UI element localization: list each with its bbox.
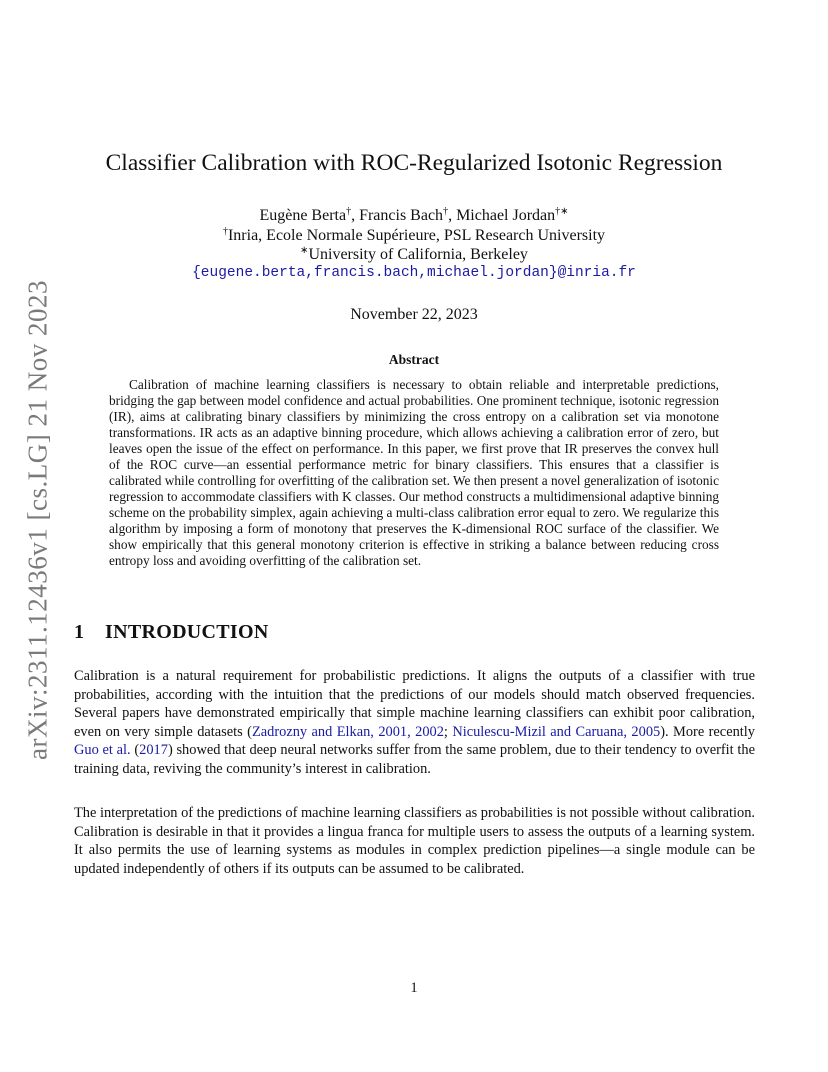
- author-separator: ,: [448, 207, 457, 224]
- paragraph-text: ). More recently: [660, 723, 755, 740]
- page-number: 1: [410, 980, 418, 996]
- intro-paragraph-1: [74, 667, 755, 779]
- paragraph-text: (: [130, 742, 140, 759]
- author-bach: Francis Bach: [359, 207, 444, 224]
- paper-title: Classifier Calibration with ROC-Regularized Isotonic Regression: [105, 150, 723, 176]
- citation-link[interactable]: Niculescu-Mizil and Caruana, 2005: [452, 723, 661, 740]
- author-mark: †: [346, 206, 352, 217]
- citation-link[interactable]: Zadrozny and Elkan, 2001, 2002: [251, 723, 444, 740]
- section-title: INTRODUCTION: [105, 621, 269, 643]
- section-heading: [74, 621, 269, 644]
- affiliation-mark: ∗: [300, 245, 309, 256]
- author-mark: †: [443, 206, 449, 217]
- abstract-text: Calibration of machine learning classifiers is necessary to obtain reliable and interpretable predictions, bridging the gap between model confidence and actual probabilities. One prominent technique, isotonic regression (IR), aims at calibrating binary classifiers by minimizing the cross entropy on a calibration set via monotone transformations. IR acts as an adaptive binning procedure, which allows achieving a calibration error of zero, but leaves open the issue of the effect on performance. In this paper, we first prove that IR preserves the convex hull of the ROC curve—an essential performance metric for binary classifiers. This ensures that a classifier is calibrated while controlling for overfitting of the calibration set. We then present a novel generalization of isotonic regression to accommodate classifiers with K classes. Our method constructs a multidimensional adaptive binning scheme on the probability simplex, again achieving a multi-class calibration error equal to zero. We regularize this algorithm by imposing a form of monotony that preserves the K-dimensional ROC surface of the classifier. We show empirically that this general monotony criterion is effective in striking a balance between reducing cross entropy loss and avoiding overfitting of the calibration set.: [109, 377, 719, 568]
- affiliation-inria: [0, 227, 828, 245]
- author-separator: ,: [351, 207, 360, 224]
- affiliation-mark: †: [222, 226, 228, 237]
- affiliation-berkeley: [0, 246, 828, 264]
- abstract-heading: Abstract: [388, 352, 440, 367]
- citation-link[interactable]: 2017: [139, 742, 168, 759]
- author-jordan: Michael Jordan: [456, 207, 556, 224]
- author-mark: †∗: [555, 206, 569, 217]
- author-line: [0, 207, 828, 225]
- intro-paragraph-2: The interpretation of the predictions of machine learning classifiers as probabilities is not possible without calibration. Calibration is desirable in that it provides a lingua franca for multiple users to assess the outputs of a learning system. It also permits the use of learning systems as modules in complex prediction pipelines—a single module can be updated independently of others if its outputs can be assumed to be calibrated.: [74, 805, 755, 877]
- paper-date: November 22, 2023: [350, 306, 478, 323]
- paragraph-text: Calibration is a natural requirement for probabilistic predictions. It aligns the outputs of a classifier with true probabilities, according with the intuition that the predictions of our models should match observed frequencies. Several papers have demonstrated empirically that simple machine learning classifiers can exhibit poor calibration, even on very simple datasets (: [74, 668, 755, 740]
- paragraph-text: ) showed that deep neural networks suffer from the same problem, due to their tendency to overfit the training data, reviving the community’s interest in calibration.: [74, 742, 755, 777]
- section-number: 1: [74, 621, 85, 643]
- affiliation-text: Inria, Ecole Normale Supérieure, PSL Research University: [227, 227, 606, 244]
- affiliation-text: University of California, Berkeley: [308, 246, 528, 263]
- arxiv-identifier[interactable]: arXiv:2311.12436v1 [cs.LG] 21 Nov 2023: [22, 280, 53, 760]
- paragraph-text: ;: [443, 723, 453, 740]
- author-berta: Eugène Berta: [259, 207, 347, 224]
- author-emails-link[interactable]: {eugene.berta,francis.bach,michael.jordan}@inria.fr: [192, 265, 636, 281]
- abstract-body: [109, 377, 719, 569]
- citation-link[interactable]: Guo et al.: [74, 742, 131, 759]
